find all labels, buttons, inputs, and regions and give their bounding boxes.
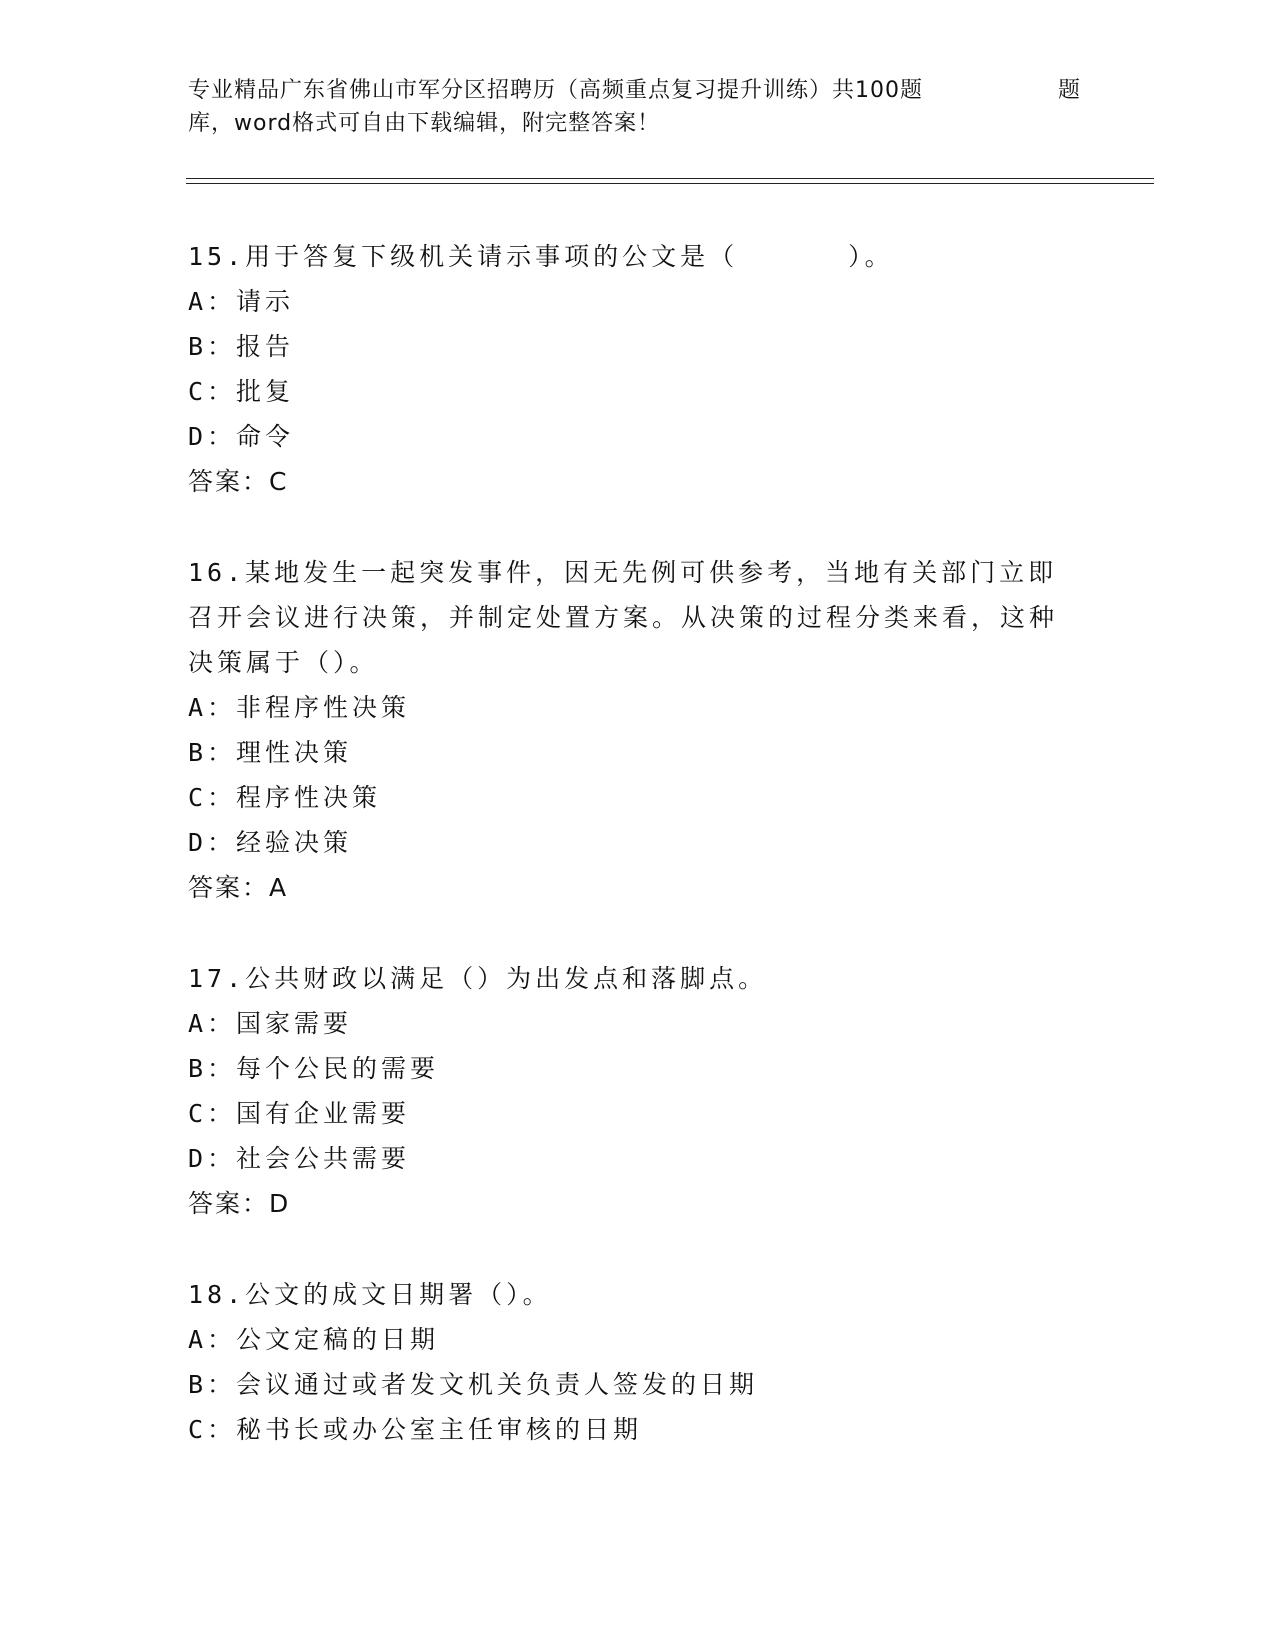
page-header xyxy=(188,74,1088,140)
question-15 xyxy=(188,234,1088,504)
option-a: A：请示 xyxy=(188,287,295,316)
option-c: C：秘书长或办公室主任审核的日期 xyxy=(188,1415,643,1444)
option-d: D：社会公共需要 xyxy=(188,1144,411,1173)
option-a: A：国家需要 xyxy=(188,1009,353,1038)
header-line-2: 库，word格式可自由下载编辑，附完整答案！ xyxy=(188,111,661,136)
question-18 xyxy=(188,1272,1088,1452)
option-b: B：会议通过或者发文机关负责人签发的日期 xyxy=(188,1370,759,1399)
answer-line: 答案：A xyxy=(188,873,289,902)
question-stem: 16.某地发生一起突发事件，因无先例可供参考，当地有关部门立即召开会议进行决策，并制定处置方案。从决策的过程分类来看，这种决策属于（）。 xyxy=(188,558,1059,677)
header-divider-bottom xyxy=(186,183,1154,184)
option-c: C：批复 xyxy=(188,377,295,406)
option-c: C：程序性决策 xyxy=(188,783,382,812)
question-list xyxy=(188,234,1088,1498)
header-title-tail: 题 xyxy=(1058,78,1082,103)
header-title: 专业精品广东省佛山市军分区招聘历（高频重点复习提升训练）共100题 xyxy=(188,78,923,103)
answer-line: 答案：C xyxy=(188,467,289,496)
question-17 xyxy=(188,956,1088,1226)
option-b: B：报告 xyxy=(188,332,295,361)
question-stem-start: 15.用于答复下级机关请示事项的公文是（ xyxy=(188,242,739,271)
answer-line: 答案：D xyxy=(188,1189,291,1218)
option-b: B：理性决策 xyxy=(188,738,353,767)
option-d: D：命令 xyxy=(188,422,295,451)
question-16 xyxy=(188,550,1088,910)
option-a: A：公文定稿的日期 xyxy=(188,1325,440,1354)
question-stem: 17.公共财政以满足（）为出发点和落脚点。 xyxy=(188,964,768,993)
header-divider-top xyxy=(186,178,1154,179)
option-a: A：非程序性决策 xyxy=(188,693,411,722)
question-stem: 18.公文的成文日期署（）。 xyxy=(188,1280,552,1309)
option-b: B：每个公民的需要 xyxy=(188,1054,440,1083)
option-d: D：经验决策 xyxy=(188,828,353,857)
question-stem xyxy=(188,234,1078,279)
option-c: C：国有企业需要 xyxy=(188,1099,411,1128)
question-stem-end: ）。 xyxy=(848,242,894,271)
header-line-1 xyxy=(188,74,1088,107)
